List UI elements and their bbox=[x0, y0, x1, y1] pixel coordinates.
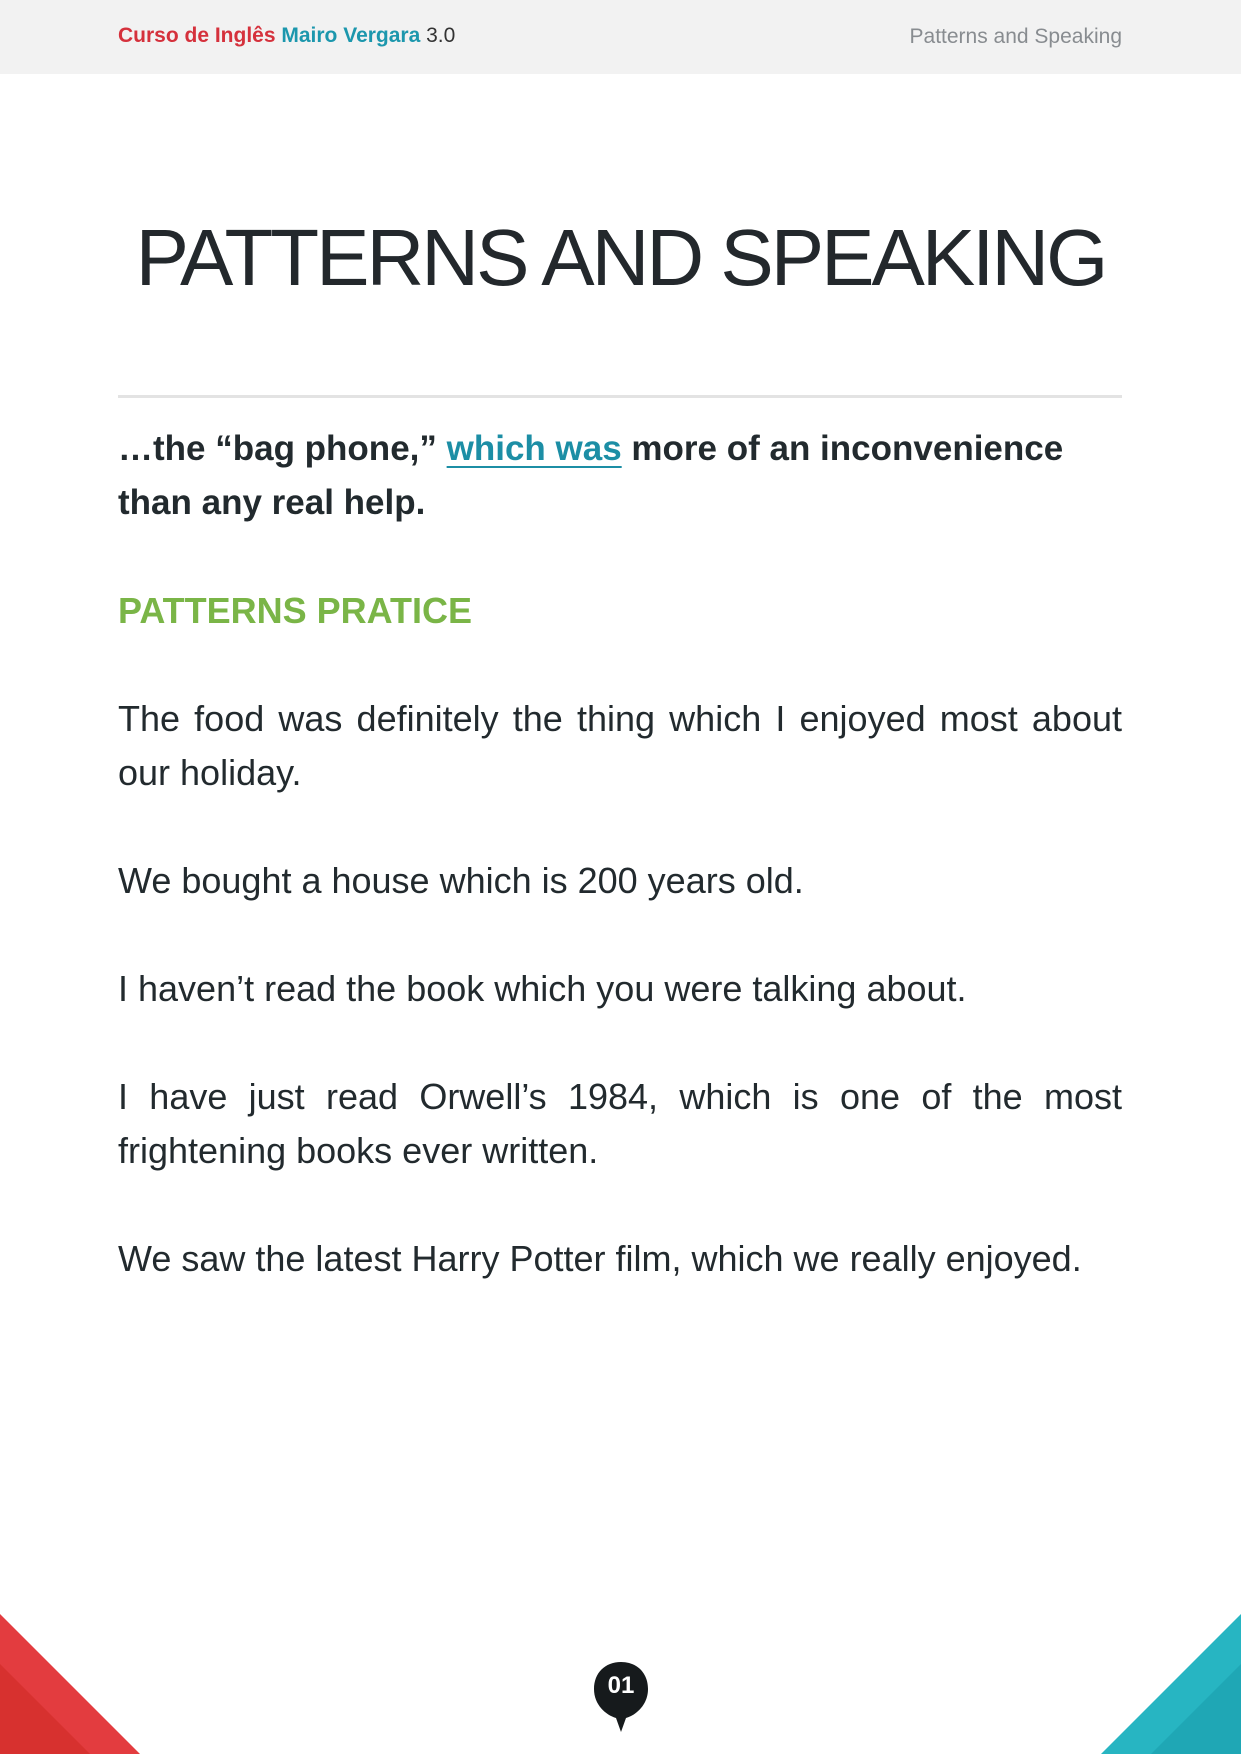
quote-text-after: more of an inconvenience than any real help. bbox=[118, 429, 1064, 522]
example-quote bbox=[118, 422, 1122, 530]
practice-sentence: We saw the latest Harry Potter film, which we really enjoyed. bbox=[118, 1238, 1082, 1279]
section-subheading: PATTERNS PRATICE bbox=[118, 590, 473, 631]
practice-sentence: The food was definitely the thing which I enjoyed most about our holiday. bbox=[118, 698, 1122, 793]
brand-version: 3.0 bbox=[426, 24, 456, 47]
brand-logo-text bbox=[118, 24, 455, 48]
corner-decoration-right bbox=[1091, 1614, 1241, 1754]
page-header bbox=[0, 0, 1241, 74]
page-number: 01 bbox=[607, 1672, 635, 1699]
brand-course-name: Curso de Inglês bbox=[118, 24, 276, 47]
quote-text-before: …the “bag phone,” bbox=[118, 429, 437, 468]
header-section-title: Patterns and Speaking bbox=[909, 25, 1122, 48]
page-title: PATTERNS AND SPEAKING bbox=[135, 213, 1106, 302]
practice-sentence: I have just read Orwell’s 1984, which is one of the most frightening books ever written. bbox=[118, 1076, 1122, 1171]
brand-author-name: Mairo Vergara bbox=[281, 24, 421, 47]
practice-sentence: I haven’t read the book which you were talking about. bbox=[118, 968, 967, 1009]
practice-sentence: We bought a house which is 200 years old. bbox=[118, 860, 804, 901]
title-divider bbox=[118, 395, 1122, 398]
page-content bbox=[118, 422, 1122, 1286]
quote-highlight-link[interactable]: which was bbox=[446, 429, 622, 468]
corner-decoration-left bbox=[0, 1614, 140, 1754]
